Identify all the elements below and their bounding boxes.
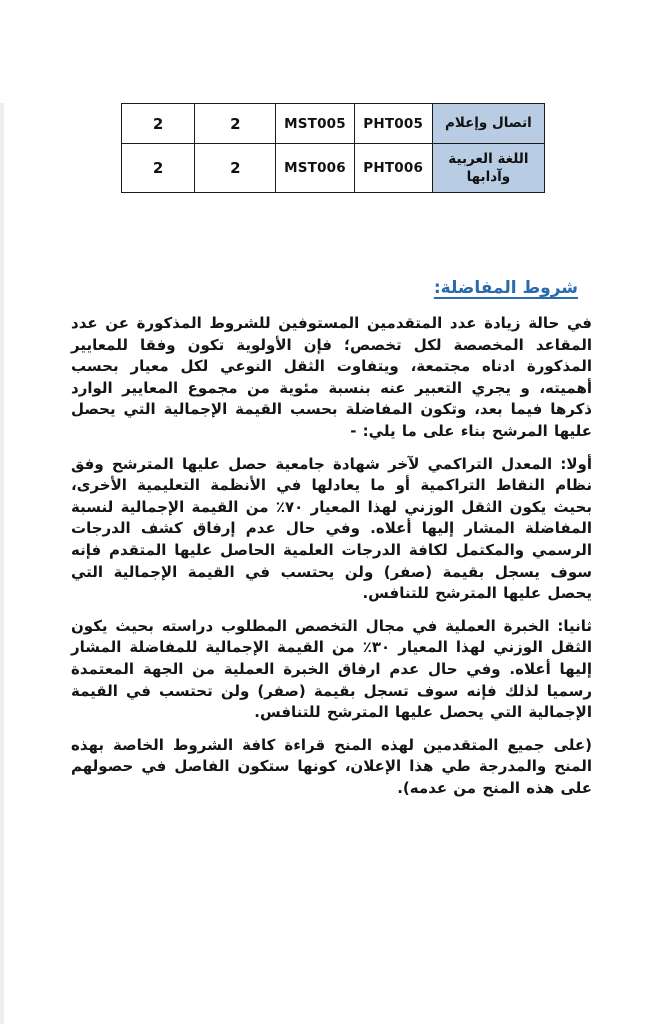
intro-paragraph: في حالة زيادة عدد المتقدمين المستوفين للشروط المذكورة عن عدد المقاعد المخصصة لكل تخصص؛ فإن الأولوية تكون وفقا للمعايير المذكورة ادناه مجتمعة، ويتفاوت الثقل النوعي لكل معيار بحسب أهميته، و يجري التعبير عنه بنسبة مئوية من مجموع المعايير الوارد ذكرها فيما بعد، وتكون المفاضلة بحسب القيمة الإجمالية التي يحصل عليها المرشح بناء على ما يلي: -	[71, 314, 592, 441]
document-page	[0, 103, 663, 1024]
first-criterion-paragraph	[71, 454, 592, 605]
credit-cell: 2	[195, 104, 276, 144]
document-body	[0, 299, 663, 799]
second-criterion-paragraph	[71, 616, 592, 724]
second-criterion-label: ثانيا:	[557, 616, 592, 635]
course-name-cell: اللغة العربية وآدابها	[432, 144, 544, 193]
mst-code-cell: MST005	[276, 104, 354, 144]
course-name-cell: اتصال وإعلام	[432, 104, 544, 144]
course-credits-table	[121, 103, 545, 193]
section-heading-preference-conditions: شروط المفاضلة:	[433, 278, 578, 298]
note-paragraph: (على جميع المتقدمين لهذه المنح قراءة كافة الشروط الخاصة بهذه المنح والمدرجة طي هذا الإعلان، كونها ستكون الفاصل في حصولهم على هذه المنح من عدمه).	[71, 735, 592, 797]
first-criterion-text: المعدل التراكمي لآخر شهادة جامعية حصل عليها المترشح وفق نظام النقاط التراكمية أو ما يعادلها في الأنظمة التعليمية الأخرى، بحيث يكون الثقل الوزني لهذا المعيار ٧٠٪ من القيمة الإجمالية لنسبة المفاضلة المشار إليها أعلاه. وفي حال عدم إرفاق كشف الدرجات الرسمي والمكتمل لكافة الدرجات العلمية الحاصل عليها المتقدم فإنه سوف يسجل بقيمة (صفر) ولن يحتسب في القيمة الإجمالية التي يحصل عليها المترشح للتنافس.	[71, 454, 593, 603]
pht-code-cell: PHT006	[354, 144, 432, 193]
second-criterion-text: الخبرة العملية في مجال التخصص المطلوب دراسته بحيث يكون الثقل الوزني لهذا المعيار ٣٠٪ من القيمة الإجمالية للمفاضلة المشار إليها أعلاه. وفي حال عدم ارفاق الخبرة العملية من الجهة المعتمدة رسميا لذلك فإنه سوف تسجل بقيمة (صفر) ولن تحتسب في القيمة الإجمالية التي يحصل عليها المترشح للتنافس.	[71, 616, 593, 722]
table-row	[122, 144, 545, 193]
table-row	[122, 104, 545, 144]
first-criterion-label: أولا:	[560, 454, 592, 473]
credit-cell: 2	[195, 144, 276, 193]
credit-cell: 2	[122, 144, 195, 193]
pht-code-cell: PHT005	[354, 104, 432, 144]
credit-cell: 2	[122, 104, 195, 144]
page-edge-shadow	[0, 103, 4, 1024]
mst-code-cell: MST006	[276, 144, 354, 193]
